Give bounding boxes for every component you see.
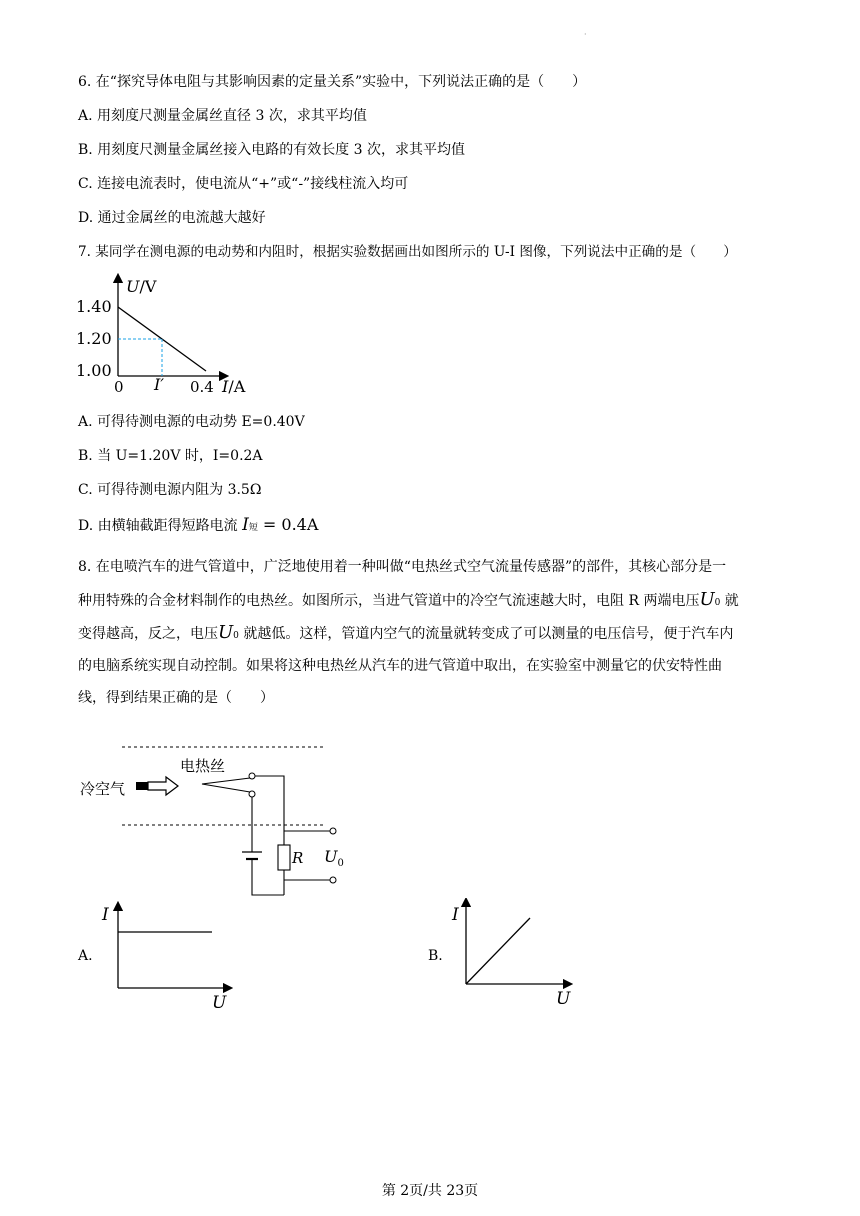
q8-option-b-letter: B. [428,948,443,964]
q6-option-b: B. 用刻度尺测量金属丝接入电路的有效长度 3 次，求其平均值 [78,142,465,158]
cold-air-label: 冷空气 [80,780,126,798]
option-a-x-label: U [212,993,227,1013]
battery-icon [242,852,262,859]
header-dot: · [584,30,587,39]
resistor-label: R [292,849,304,867]
q8-line-2 [78,590,739,613]
q6-option-d: D. 通过金属丝的电流越大越好 [78,210,266,226]
q6-stem: 6. 在“探究导体电阻与其影响因素的定量关系”实验中，下列说法正确的是（ ） [78,74,587,90]
q7-stem: 7. 某同学在测电源的电动势和内阻时，根据实验数据画出如图所示的 U-I 图像，下列说法中正确的是（ ） [78,244,737,260]
q8-line-3 [78,623,733,646]
q7-x-tick-i-prime: I′ [154,375,164,394]
output-terminal-top [330,828,336,834]
q8-option-a-graph [98,898,238,1014]
q7-ui-graph [74,272,274,402]
q8-circuit-diagram [78,738,358,898]
q7-formula-rest: = 0.4A [257,515,319,534]
q7-option-d [78,515,318,538]
q8-line-5: 线，得到结果正确的是（ ） [78,690,274,706]
q8-line-2-sub: 0 [714,598,721,608]
q6-option-a: A. 用刻度尺测量金属丝直径 3 次，求其平均值 [78,108,367,124]
q6-option-c: C. 连接电流表时，使电流从“+”或“-”接线柱流入均可 [78,176,409,192]
q8-option-a-letter: A. [78,948,93,964]
q8-line-2-u: U [699,589,715,610]
q8-line-3-u: U [218,622,234,643]
option-a-y-label: I [102,905,109,925]
option-b-x-label: U [556,989,571,1009]
q7-option-b: B. 当 U=1.20V 时，I=0.2A [78,448,263,464]
air-flow-arrow-icon [136,777,178,795]
q7-x-axis-label: I/A [222,377,246,396]
q7-y-tick-3: 1.00 [76,361,112,380]
q8-line-3-sub: 0 [233,631,239,641]
q7-option-c: C. 可得待测电源内阻为 3.5Ω [78,482,262,498]
heating-wire [202,778,250,792]
q7-y-tick-2: 1.20 [76,329,112,348]
q7-y-tick-1: 1.40 [76,297,112,316]
option-b-line [466,918,530,984]
q8-option-b-graph [446,898,586,1014]
output-voltage-label: $U_0$ [324,847,344,869]
q7-formula-sub: 短 [248,523,258,533]
q8-line-3-text-b: 就越低。这样，管道内空气的流量就转变成了可以测量的电压信号，便于汽车内 [238,626,734,642]
output-terminal-bottom [330,877,336,883]
q8-line-2-text-a: 种用特殊的合金材料制作的电热丝。如图所示，当进气管道中的冷空气流速越大时，电阻 R 两端电压 [78,593,700,609]
q7-x-tick-0: 0 [114,378,124,396]
q8-line-2-text-b: 就 [720,593,739,609]
resistor-r [278,845,290,870]
q7-option-a: A. 可得待测电源的电动势 E=0.40V [78,414,305,430]
q8-line-4: 的电脑系统实现自动控制。如果将这种电热丝从汽车的进气管道中取出，在实验室中测量它的伏安特性曲 [78,658,722,674]
page-footer: 第 2页/共 23页 [381,1183,479,1199]
q8-line-3-text-a: 变得越高，反之，电压 [78,626,218,642]
option-b-y-label: I [452,905,459,925]
q7-y-axis-label: U/V [126,277,157,296]
q7-formula-i: I [242,515,249,535]
q7-x-tick-04: 0.4 [190,378,214,396]
heating-wire-label: 电热丝 [180,757,226,775]
q7-option-d-text: D. 由横轴截距得短路电流 [78,518,238,534]
q8-line-1: 8. 在电喷汽车的进气管道中，广泛地使用着一种叫做“电热丝式空气流量传感器”的部件，其核心部分是一 [78,559,727,575]
